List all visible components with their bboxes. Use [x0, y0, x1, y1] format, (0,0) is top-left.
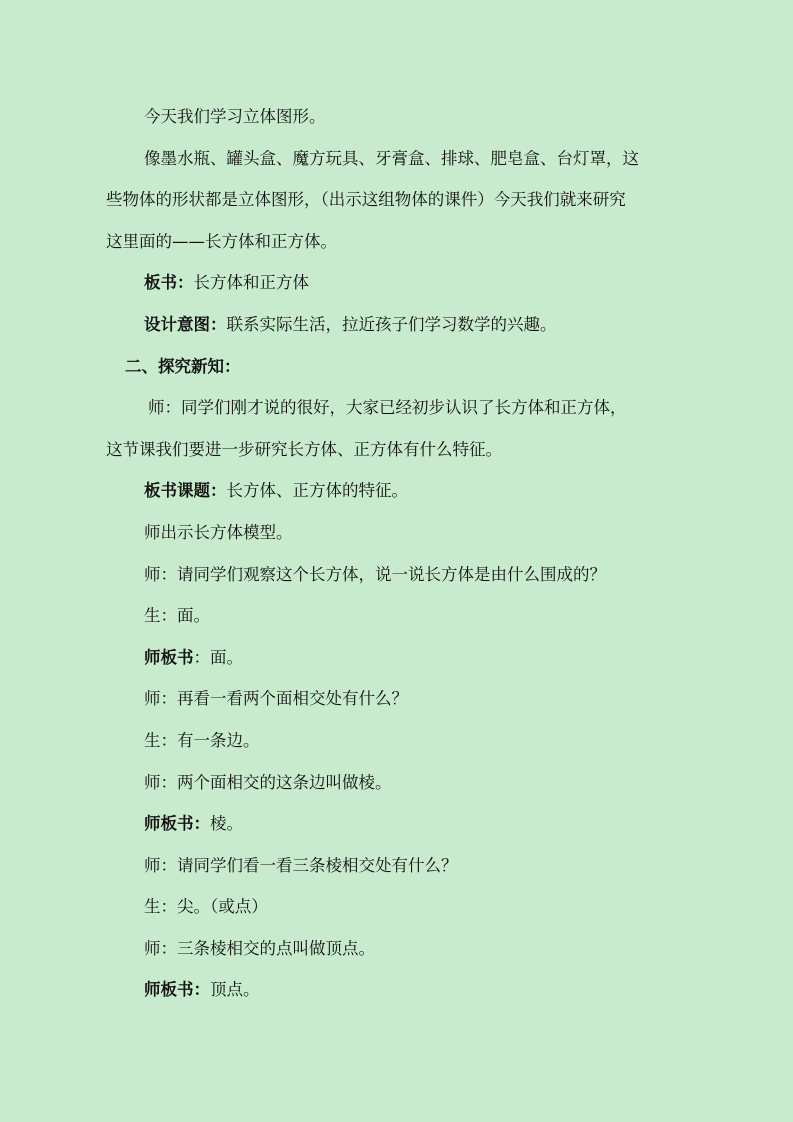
paragraph-text: 师：再看一看两个面相交处有什么？: [144, 689, 408, 709]
document-body: [106, 102, 696, 1017]
paragraph-objects-line-1: [106, 144, 696, 186]
paragraph-teacher-question-2: [106, 684, 696, 726]
paragraph-text: 这里面的——长方体和正方体。: [106, 231, 337, 251]
paragraph-text: 顶点。: [210, 980, 260, 1000]
paragraph-objects-line-2: [106, 185, 696, 227]
paragraph-board-face: [106, 643, 696, 685]
label-design-intent: 设计意图：: [144, 314, 227, 334]
paragraph-text: 生：面。: [144, 606, 210, 626]
paragraph-text: 长方体、正方体的特征。: [226, 481, 408, 501]
paragraph-student-answer-1: [106, 601, 696, 643]
paragraph-text: 师：请同学们观察这个长方体，说一说长方体是由什么围成的？: [144, 564, 606, 584]
paragraph-text: 师：三条棱相交的点叫做顶点。: [144, 938, 375, 958]
paragraph-student-answer-3: [106, 892, 696, 934]
heading-text: 二、探究新知：: [125, 356, 241, 376]
paragraph-text: 像墨水瓶、罐头盒、魔方玩具、牙膏盒、排球、肥皂盒、台灯罩，这: [144, 148, 639, 168]
paragraph-text: 棱。: [210, 814, 243, 834]
paragraph-text: 些物体的形状都是立体图形，（出示这组物体的课件）今天我们就来研究: [106, 190, 626, 210]
paragraph-design-intent: [106, 310, 696, 352]
paragraph-objects-line-3: [106, 227, 696, 269]
label-teacher-board: 师板书：: [144, 814, 210, 834]
paragraph-board-vertex: [106, 975, 696, 1017]
section-heading-explore: [106, 352, 696, 394]
paragraph-text: 生：有一条边。: [144, 730, 260, 750]
paragraph-text: 师：请同学们看一看三条棱相交处有什么？: [144, 855, 458, 875]
paragraph-text: 今天我们学习立体图形。: [144, 107, 326, 126]
label-board-topic: 板书课题：: [144, 481, 227, 501]
paragraph-text: 师出示长方体模型。: [144, 522, 293, 542]
paragraph-text: 师：同学们刚才说的很好，大家已经初步认识了长方体和正方体，: [148, 398, 627, 418]
paragraph-text: 这节课我们要进一步研究长方体、正方体有什么特征。: [106, 439, 502, 459]
paragraph-teacher-statement-vertex: [106, 934, 696, 976]
label-board-writing: 板书：: [144, 273, 194, 293]
paragraph-teacher-question-3: [106, 851, 696, 893]
paragraph-text: 师：两个面相交的这条边叫做棱。: [144, 772, 392, 792]
paragraph-teacher-line-1: [106, 393, 696, 435]
paragraph-text: ：面。: [193, 647, 243, 667]
paragraph-text: 联系实际生活，拉近孩子们学习数学的兴趣。: [226, 314, 557, 334]
paragraph-text: 生：尖。（或点）: [144, 897, 268, 917]
paragraph-show-model: [106, 518, 696, 560]
paragraph-text: 长方体和正方体: [193, 273, 309, 293]
paragraph-intro: [106, 102, 696, 144]
paragraph-teacher-line-2: [106, 435, 696, 477]
paragraph-student-answer-2: [106, 726, 696, 768]
label-teacher-board: 师板书: [144, 647, 194, 667]
paragraph-board-topic: [106, 476, 696, 518]
paragraph-teacher-statement-edge: [106, 768, 696, 810]
paragraph-board-writing: [106, 268, 696, 310]
paragraph-teacher-question-1: [106, 560, 696, 602]
label-teacher-board: 师板书：: [144, 980, 210, 1000]
paragraph-board-edge: [106, 809, 696, 851]
